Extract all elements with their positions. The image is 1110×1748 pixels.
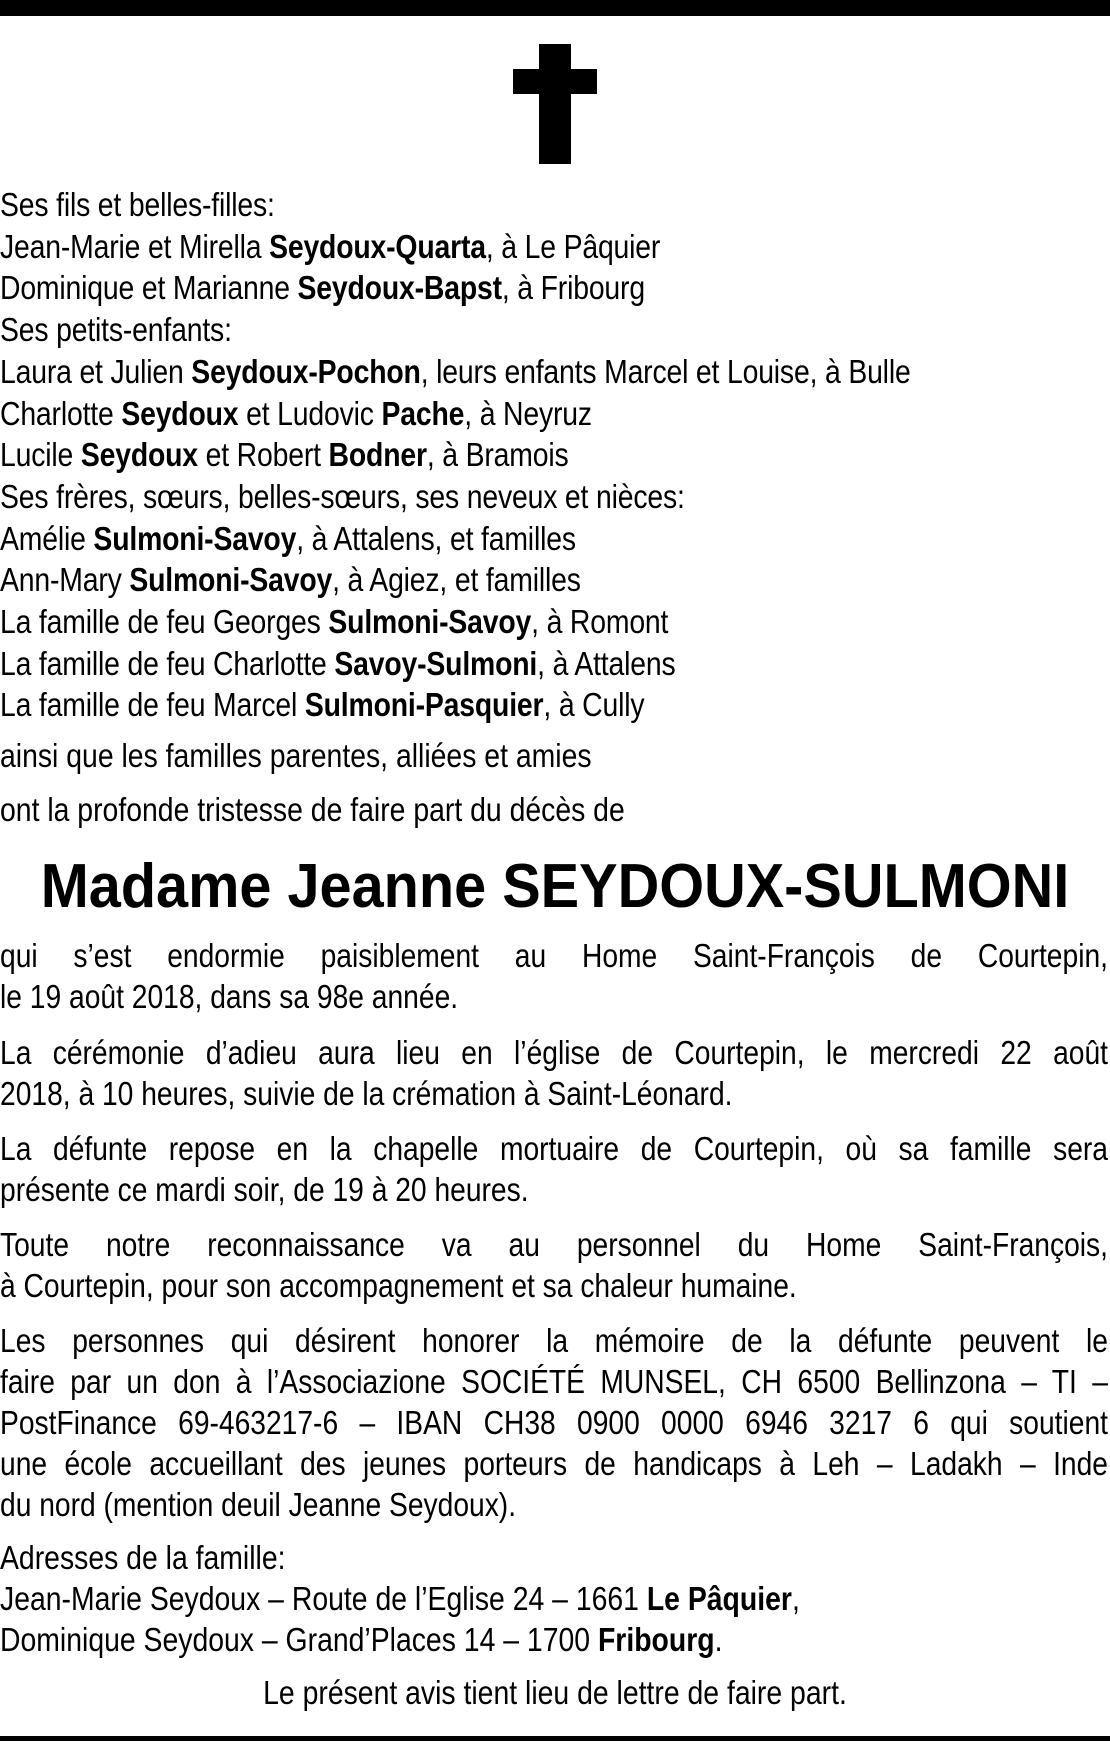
family-line bbox=[0, 559, 955, 601]
family-surname: Bodner bbox=[328, 436, 427, 474]
family-line bbox=[0, 309, 955, 351]
address-text: , bbox=[791, 1580, 800, 1617]
family-line bbox=[0, 393, 955, 435]
closing-note: Le présent avis tient lieu de lettre de faire part. bbox=[263, 1674, 847, 1711]
family-text: , à Romont bbox=[531, 603, 669, 641]
bottom-rule bbox=[0, 1736, 1110, 1741]
family-surname: Sulmoni-Savoy bbox=[328, 603, 532, 641]
paragraph-line: du nord (mention deuil Jeanne Seydoux). bbox=[0, 1486, 517, 1523]
family-line bbox=[0, 434, 955, 476]
family-text: , à Fribourg bbox=[501, 269, 645, 307]
family-text: , à Agiez, et familles bbox=[332, 561, 581, 599]
address-line bbox=[0, 1619, 955, 1660]
family-text: La famille de feu Charlotte bbox=[0, 644, 335, 682]
paragraph bbox=[0, 1320, 1108, 1525]
family-line bbox=[0, 226, 955, 268]
family-line bbox=[0, 518, 955, 560]
family-text: , à Attalens bbox=[537, 644, 676, 682]
family-line bbox=[0, 476, 955, 518]
family-line bbox=[0, 643, 955, 685]
family-surname: Sulmoni-Savoy bbox=[93, 519, 297, 557]
address-city: Le Pâquier bbox=[646, 1580, 792, 1617]
family-text: , à Neyruz bbox=[464, 394, 592, 432]
intro-text bbox=[0, 735, 1110, 776]
paragraph-line: présente ce mardi soir, de 19 à 20 heures. bbox=[0, 1171, 529, 1208]
address-text: Dominique Seydoux – Grand’Places 14 – 1700 bbox=[0, 1621, 598, 1658]
address-line bbox=[0, 1578, 955, 1619]
family-text: La famille de feu Marcel bbox=[0, 686, 305, 724]
family-surname: Seydoux-Bapst bbox=[297, 269, 502, 307]
family-text: Ses fils et belles-filles: bbox=[0, 186, 275, 223]
paragraph-line: faire par un don à l’Associazione SOCIÉTÉ MUNSEL, CH 6500 Bellinzona – TI – bbox=[0, 1363, 1108, 1400]
family-text: , à Bramois bbox=[426, 436, 569, 474]
paragraph bbox=[0, 1128, 1108, 1210]
paragraph-line: le 19 août 2018, dans sa 98e année. bbox=[0, 978, 459, 1015]
family-text: Dominique et Marianne bbox=[0, 269, 298, 307]
family-line bbox=[0, 267, 955, 309]
family-text: , à Attalens, et familles bbox=[296, 519, 576, 557]
paragraph bbox=[0, 1224, 1108, 1306]
paragraph-line: Toute notre reconnaissance va au personnel du Home Saint-François, bbox=[0, 1226, 1108, 1263]
paragraph-line: qui s’est endormie paisiblement au Home Saint-François de Courtepin, bbox=[0, 937, 1108, 974]
paragraph-line: 2018, à 10 heures, suivie de la crémation à Saint-Léonard. bbox=[0, 1075, 733, 1112]
intro-line-1: ainsi que les familles parentes, alliées et amies bbox=[0, 737, 592, 774]
family-surname: Sulmoni-Pasquier bbox=[304, 686, 544, 724]
intro-line-2: ont la profonde tristesse de faire part du décès de bbox=[0, 791, 625, 828]
paragraph-line: Les personnes qui désirent honorer la mémoire de la défunte peuvent le bbox=[0, 1322, 1108, 1359]
family-text: , leurs enfants Marcel et Louise, à Bulle bbox=[420, 352, 911, 390]
family-surname: Seydoux-Quarta bbox=[269, 227, 486, 265]
family-surname: Seydoux bbox=[121, 394, 239, 432]
cross-icon bbox=[0, 44, 1110, 164]
family-text: Ses petits-enfants: bbox=[0, 311, 232, 349]
family-line bbox=[0, 351, 955, 393]
family-text: Ann-Mary bbox=[0, 561, 130, 599]
family-text: Laura et Julien bbox=[0, 352, 192, 390]
addresses-heading: Adresses de la famille: bbox=[0, 1539, 286, 1576]
paragraph-line: à Courtepin, pour son accompagnement et sa chaleur humaine. bbox=[0, 1267, 797, 1304]
family-text: Lucile bbox=[0, 436, 81, 474]
family-text: Ses frères, sœurs, belles-sœurs, ses neveux et nièces: bbox=[0, 477, 685, 515]
paragraph bbox=[0, 1032, 1108, 1114]
top-rule bbox=[0, 0, 1110, 16]
family-text: Jean-Marie et Mirella bbox=[0, 227, 270, 265]
paragraph-line: La cérémonie d’adieu aura lieu en l’église de Courtepin, le mercredi 22 août bbox=[0, 1034, 1108, 1071]
address-text: Jean-Marie Seydoux – Route de l’Eglise 24 – 1661 bbox=[0, 1580, 647, 1617]
family-surname: Seydoux bbox=[80, 436, 198, 474]
family-text: , à Cully bbox=[543, 686, 645, 724]
family-text: Amélie bbox=[0, 519, 94, 557]
deceased-name: Madame Jeanne SEYDOUX-SULMONI bbox=[40, 852, 1070, 921]
intro-text-2 bbox=[0, 789, 1110, 830]
family-list bbox=[0, 184, 1110, 726]
paragraph-line: PostFinance 69-463217-6 – IBAN CH38 0900 0000 6946 3217 6 qui soutient bbox=[0, 1404, 1108, 1441]
family-text: , à Le Pâquier bbox=[485, 227, 661, 265]
address-city: Fribourg bbox=[597, 1621, 715, 1658]
paragraph bbox=[0, 935, 1108, 1017]
family-surname: Pache bbox=[381, 394, 465, 432]
family-line bbox=[0, 601, 955, 643]
paragraph-line: La défunte repose en la chapelle mortuaire de Courtepin, où sa famille sera bbox=[0, 1130, 1108, 1167]
family-line bbox=[0, 184, 955, 226]
family-text: La famille de feu Georges bbox=[0, 603, 329, 641]
paragraph-line: une école accueillant des jeunes porteurs de handicaps à Leh – Ladakh – Inde bbox=[0, 1445, 1108, 1482]
family-text: et Ludovic bbox=[238, 394, 382, 432]
family-text: et Robert bbox=[197, 436, 329, 474]
family-addresses bbox=[0, 1537, 1110, 1660]
family-surname: Savoy-Sulmoni bbox=[334, 644, 538, 682]
family-text: Charlotte bbox=[0, 394, 122, 432]
family-surname: Seydoux-Pochon bbox=[191, 352, 421, 390]
family-line bbox=[0, 684, 955, 726]
family-surname: Sulmoni-Savoy bbox=[129, 561, 333, 599]
address-text: . bbox=[714, 1621, 723, 1658]
